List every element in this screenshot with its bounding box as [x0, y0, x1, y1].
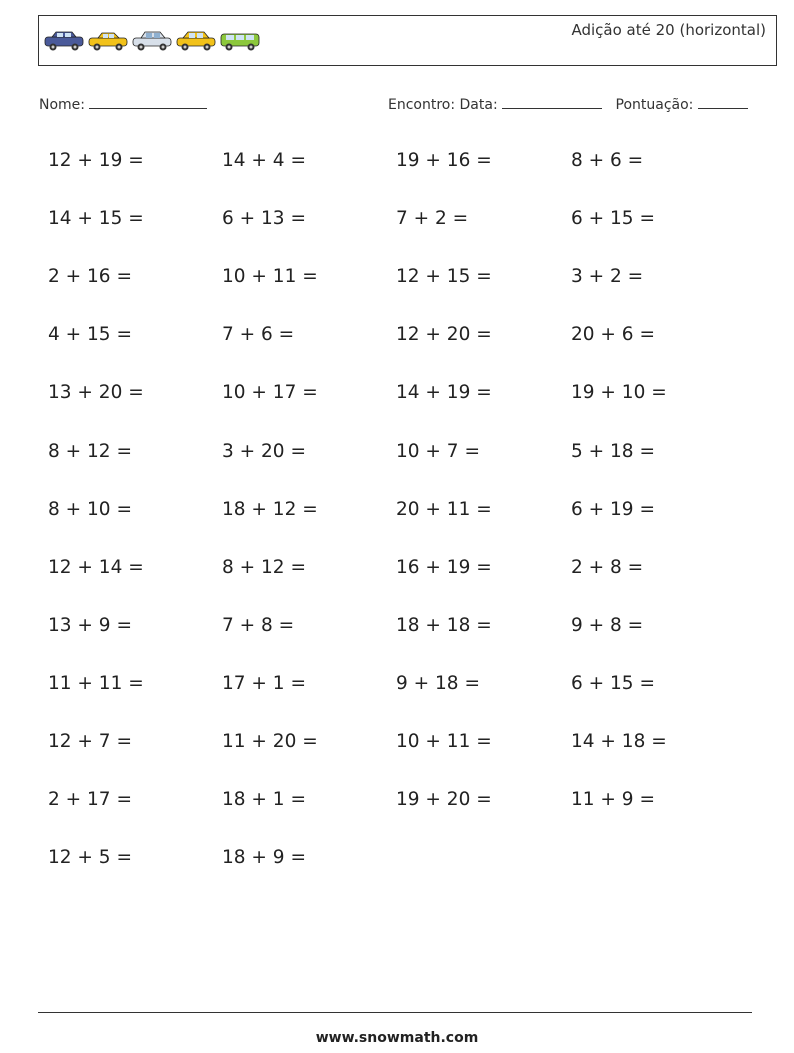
problem-item: 9 + 18 = [396, 672, 480, 694]
problem-item: 10 + 11 = [222, 266, 318, 288]
problem-item: 18 + 18 = [396, 614, 492, 636]
footer-url: www.snowmath.com [315, 1030, 479, 1046]
problem-item: 19 + 10 = [571, 382, 667, 404]
problem-item: 11 + 20 = [222, 731, 318, 752]
worksheet-header [38, 15, 777, 66]
problem-item: 8 + 12 = [48, 440, 132, 462]
problem-item: 14 + 4 = [222, 150, 306, 171]
problem-item: 20 + 11 = [396, 498, 492, 520]
score-label: Pontuação: [615, 97, 694, 113]
problem-item: 18 + 12 = [222, 498, 318, 520]
name-label: Nome: [39, 97, 86, 113]
problem-item: 12 + 7 = [48, 731, 132, 752]
problem-item: 6 + 15 = [571, 208, 655, 230]
car-icon [130, 29, 174, 53]
problem-item: 11 + 11 = [48, 672, 144, 694]
problem-item: 8 + 10 = [48, 498, 132, 520]
problem-item: 6 + 15 = [571, 672, 655, 694]
problem-item: 19 + 16 = [396, 150, 492, 171]
meeting-date-score-fields [388, 94, 748, 113]
problem-item: 11 + 9 = [571, 789, 655, 811]
problem-item: 9 + 8 = [571, 614, 644, 636]
date-blank[interactable] [502, 94, 602, 109]
problem-item: 18 + 9 = [222, 847, 306, 869]
problem-item: 12 + 14 = [48, 556, 144, 578]
car-icon [86, 29, 130, 53]
problem-item: 14 + 18 = [571, 731, 667, 752]
problem-item: 4 + 15 = [48, 324, 132, 346]
problem-item: 14 + 15 = [48, 208, 144, 230]
problem-item: 20 + 6 = [571, 324, 655, 346]
problem-item: 18 + 1 = [222, 789, 306, 811]
score-blank[interactable] [698, 94, 748, 109]
name-blank[interactable] [89, 94, 207, 109]
problem-item: 12 + 5 = [48, 847, 132, 869]
problem-item: 10 + 11 = [396, 731, 492, 752]
problem-item: 2 + 8 = [571, 556, 644, 578]
problem-item: 7 + 6 = [222, 324, 295, 346]
footer-divider [38, 1012, 752, 1013]
problem-item: 10 + 17 = [222, 382, 318, 404]
car-icon [42, 29, 86, 53]
car-icons-strip [42, 29, 262, 53]
meeting-label: Encontro: [388, 97, 456, 113]
problem-item: 10 + 7 = [396, 440, 480, 462]
problem-item: 6 + 13 = [222, 208, 306, 230]
problem-item: 3 + 2 = [571, 266, 644, 288]
worksheet-title: Adição até 20 (horizontal) [571, 21, 766, 39]
problem-item: 12 + 19 = [48, 150, 144, 171]
name-field [39, 94, 207, 113]
problem-item: 14 + 19 = [396, 382, 492, 404]
problem-item: 7 + 8 = [222, 614, 295, 636]
problem-item: 12 + 20 = [396, 324, 492, 346]
problem-item: 2 + 16 = [48, 266, 132, 288]
problem-item: 7 + 2 = [396, 208, 469, 230]
problem-item: 5 + 18 = [571, 440, 655, 462]
problem-item: 2 + 17 = [48, 789, 132, 811]
problem-item: 12 + 15 = [396, 266, 492, 288]
problem-item: 13 + 9 = [48, 614, 132, 636]
car-icon [218, 29, 262, 53]
problem-item: 8 + 6 = [571, 150, 644, 171]
problem-item: 17 + 1 = [222, 672, 306, 694]
problem-item: 13 + 20 = [48, 382, 144, 404]
car-icon [174, 29, 218, 53]
problem-item: 16 + 19 = [396, 556, 492, 578]
problem-item: 6 + 19 = [571, 498, 655, 520]
problem-item: 8 + 12 = [222, 556, 306, 578]
problem-item: 19 + 20 = [396, 789, 492, 811]
problem-item: 3 + 20 = [222, 440, 306, 462]
date-label: Data: [459, 97, 498, 113]
